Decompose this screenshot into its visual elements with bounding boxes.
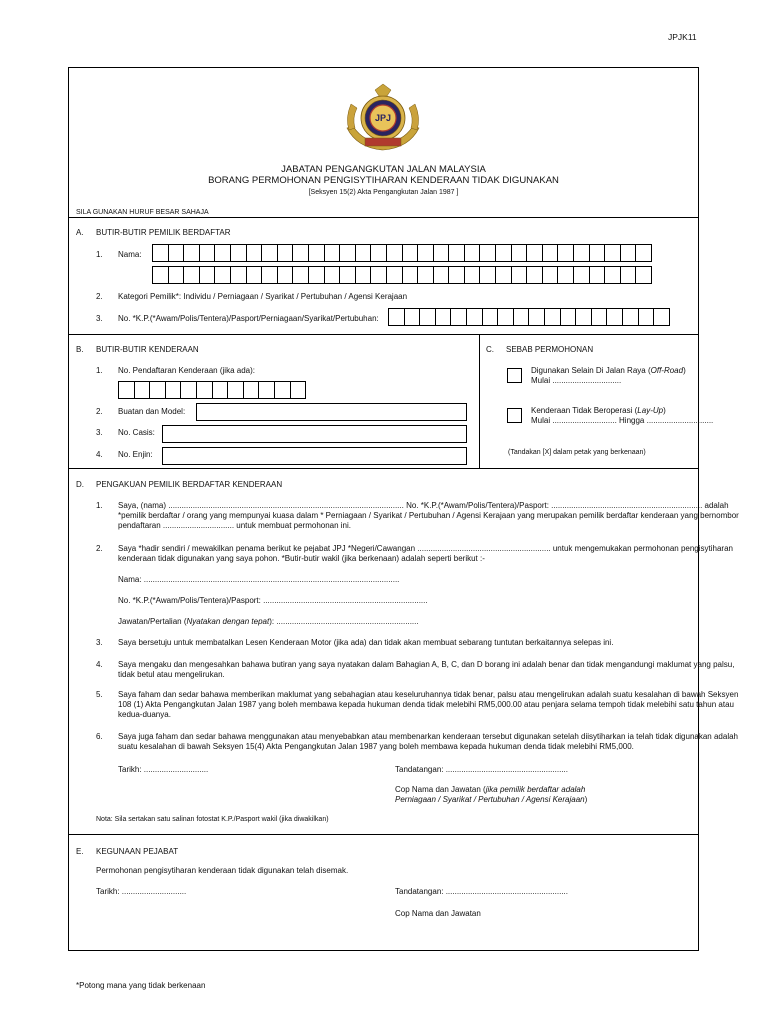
character-box[interactable] [404,308,421,326]
d5-line1: Saya faham dan sedar bahawa memberikan maklumat yang sebahagian atau keseluruhannya tidak benar, palsu atau mengelirukan adalah suatu kesalahan di bawah Seksyen [118,690,739,699]
e-signature: Tandatangan: ....................................................... [395,887,568,896]
divider [68,834,699,835]
character-box[interactable] [324,266,341,284]
d5-line3: kedua-duanya. [118,710,171,719]
jpj-logo [343,82,423,154]
character-box[interactable] [152,244,169,262]
d1-line2: *pemilik berdaftar / orang yang mempunyai kuasa dalam * Perniagaan / Syarikat / Pertubuhan / Agensi Kerajaan yang merupakan pemilik berdaftar kenderaan yang bernombor [118,511,739,520]
d-stamp-line2: Perniagaan / Syarikat / Pertubuhan / Agensi Kerajaan) [395,795,588,804]
character-box[interactable] [308,266,325,284]
character-box[interactable] [479,266,496,284]
representative-name: Nama: ................................................................................................................... [118,575,400,584]
representative-relation: Jawatan/Pertalian (Nyatakan dengan tepat): ................................................................ [118,617,419,626]
section-b-letter: B. [76,345,84,354]
character-box[interactable] [419,308,436,326]
engine-field[interactable] [162,447,467,465]
character-box[interactable] [149,381,166,399]
d-date: Tarikh: ............................. [118,765,209,774]
character-box[interactable] [199,244,216,262]
character-box[interactable] [118,381,135,399]
character-box[interactable] [526,244,543,262]
character-box[interactable] [448,244,465,262]
e-stamp: Cop Nama dan Jawatan [395,909,481,918]
character-box[interactable] [168,244,185,262]
character-box[interactable] [591,308,608,326]
character-box[interactable] [557,244,574,262]
character-box[interactable] [214,266,231,284]
section-b-title: BUTIR-BUTIR KENDERAAN [96,345,199,354]
d3-line1: Saya bersetuju untuk membatalkan Lesen Kenderaan Motor (jika ada) dan tidak akan membuat sebarang tuntutan berkaitannya selepas ini. [118,638,614,647]
instruction-text: SILA GUNAKAN HURUF BESAR SAHAJA [76,209,209,216]
a1-number: 1. [96,250,103,259]
lay-up-label: Kenderaan Tidak Beroperasi (Lay-Up) [531,406,666,415]
d-note: Nota: Sila sertakan satu salinan fotostat K.P./Pasport wakil (jika diwakilkan) [96,816,329,823]
character-box[interactable] [526,266,543,284]
a3-number: 3. [96,314,103,323]
name-boxes-row2[interactable] [152,266,651,284]
character-box[interactable] [635,244,652,262]
lay-up-checkbox[interactable] [507,408,522,423]
d1-line1: Saya, (nama) .......................................................................................................... No. *K.P.(*Awam/Polis/Tentera)/Pasport: .................................................................... adalah [118,501,729,510]
section-a-letter: A. [76,228,84,237]
character-box[interactable] [168,266,185,284]
d5-line2: 108 (1) Akta Pengangkutan Jalan 1987 yang boleh membawa kepada hukuman denda tidak melebihi RM5,000.00 atau penjara selama tempoh tidak melebihi satu tahun atau [118,700,734,709]
character-box[interactable] [622,308,639,326]
form-subtitle: [Seksyen 15(2) Akta Pengangkutan Jalan 1987 ] [308,189,459,196]
character-box[interactable] [495,266,512,284]
d6-number: 6. [96,732,103,741]
d2-number: 2. [96,544,103,553]
off-road-start: Mulai ............................... [531,376,622,385]
b2-label: Buatan dan Model: [118,407,186,416]
character-box[interactable] [230,266,247,284]
b4-number: 4. [96,450,103,459]
character-box[interactable] [511,266,528,284]
d1-line3: pendaftaran ................................ untuk membuat permohonan ini. [118,521,352,530]
representative-id: No. *K.P.(*Awam/Polis/Tentera)/Pasport: .......................................................................... [118,596,428,605]
character-box[interactable] [589,266,606,284]
form-code: JPJK11 [668,32,697,42]
character-box[interactable] [183,266,200,284]
checkbox-note: (Tandakan [X] dalam petak yang berkenaan) [508,449,646,456]
character-box[interactable] [542,244,559,262]
character-box[interactable] [606,308,623,326]
divider [68,334,699,335]
section-a-title: BUTIR-BUTIR PEMILIK BERDAFTAR [96,228,231,237]
d6-line1: Saya juga faham dan sedar bahawa menggunakan atau menyebabkan atau membenarkan kenderaan tersebut digunakan setelah diisytiharkan ia telah tidak digunakan adalah [118,732,738,741]
character-box[interactable] [308,244,325,262]
character-box[interactable] [560,308,577,326]
section-d-title: PENGAKUAN PEMILIK BERDAFTAR KENDERAAN [96,480,283,489]
character-box[interactable] [292,266,309,284]
character-box[interactable] [479,244,496,262]
character-box[interactable] [212,381,229,399]
b4-label: No. Enjin: [118,450,153,459]
d-stamp-line1: Cop Nama dan Jawatan (jika pemilik berdaftar adalah [395,785,586,794]
character-box[interactable] [355,266,372,284]
character-box[interactable] [152,266,169,284]
section-c-letter: C. [486,345,494,354]
d4-line2: tidak betul atau mengelirukan. [118,670,225,679]
character-box[interactable] [495,244,512,262]
form-title: BORANG PERMOHONAN PENGISYTIHARAN KENDERAAN TIDAK DIGUNAKAN [208,175,559,186]
character-box[interactable] [277,244,294,262]
character-box[interactable] [513,308,530,326]
character-box[interactable] [277,266,294,284]
off-road-checkbox[interactable] [507,368,522,383]
character-box[interactable] [402,266,419,284]
id-number-boxes[interactable] [388,308,669,326]
character-box[interactable] [180,381,197,399]
character-box[interactable] [620,266,637,284]
section-c-title: SEBAB PERMOHONAN [506,345,594,354]
character-box[interactable] [575,308,592,326]
character-box[interactable] [165,381,182,399]
character-box[interactable] [355,244,372,262]
character-box[interactable] [261,266,278,284]
registration-boxes[interactable] [118,381,305,399]
character-box[interactable] [290,381,307,399]
d1-number: 1. [96,501,103,510]
character-box[interactable] [339,244,356,262]
divider [479,334,480,468]
off-road-label: Digunakan Selain Di Jalan Raya (Off-Road) [531,366,686,375]
character-box[interactable] [620,244,637,262]
character-box[interactable] [464,244,481,262]
character-box[interactable] [388,308,405,326]
character-box[interactable] [464,266,481,284]
character-box[interactable] [589,244,606,262]
b3-number: 3. [96,428,103,437]
character-box[interactable] [258,381,275,399]
b2-number: 2. [96,407,103,416]
divider [68,468,699,469]
a1-label: Nama: [118,250,142,259]
d-signature: Tandatangan: ....................................................... [395,765,568,774]
character-box[interactable] [402,244,419,262]
character-box[interactable] [246,266,263,284]
b1-number: 1. [96,366,103,375]
d4-line1: Saya mengaku dan mengesahkan bahawa butiran yang saya nyatakan dalam Bahagian A, B, C, dan D borang ini adalah benar dan tidak mengandungi maklumat yang palsu, [118,660,735,669]
d2-line1: Saya *hadir sendiri / mewakilkan penama berikut ke pejabat JPJ *Negeri/Cawangan ............................................................ untuk mengemukakan permohonan pengisytiharan [118,544,733,553]
character-box[interactable] [433,244,450,262]
character-box[interactable] [635,266,652,284]
character-box[interactable] [417,244,434,262]
character-box[interactable] [386,244,403,262]
e-date: Tarikh: ............................. [96,887,187,896]
character-box[interactable] [261,244,278,262]
agency-name: JABATAN PENGANGKUTAN JALAN MALAYSIA [281,164,486,175]
character-box[interactable] [528,308,545,326]
character-box[interactable] [196,381,213,399]
character-box[interactable] [246,244,263,262]
character-box[interactable] [450,308,467,326]
e-line1: Permohonan pengisytiharan kenderaan tidak digunakan telah disemak. [96,866,349,875]
character-box[interactable] [604,244,621,262]
section-d-letter: D. [76,480,84,489]
divider [68,217,699,218]
d6-line2: suatu kesalahan di bawah Seksyen 15(4) Akta Pengangkutan Jalan 1987 yang boleh membawa kepada hukuman denda tidak melebihi RM5,000. [118,742,634,751]
character-box[interactable] [227,381,244,399]
section-e-letter: E. [76,847,84,856]
character-box[interactable] [370,266,387,284]
character-box[interactable] [497,308,514,326]
character-box[interactable] [638,308,655,326]
chassis-field[interactable] [162,425,467,443]
name-boxes-row1[interactable] [152,244,651,262]
b1-label: No. Pendaftaran Kenderaan (jika ada): [118,366,255,375]
a3-label: No. *K.P.(*Awam/Polis/Tentera)/Pasport/Perniagaan/Syarikat/Pertubuhan: [118,314,379,323]
character-box[interactable] [653,308,670,326]
character-box[interactable] [544,308,561,326]
character-box[interactable] [557,266,574,284]
character-box[interactable] [573,266,590,284]
character-box[interactable] [324,244,341,262]
character-box[interactable] [339,266,356,284]
character-box[interactable] [292,244,309,262]
character-box[interactable] [370,244,387,262]
character-box[interactable] [386,266,403,284]
character-box[interactable] [199,266,216,284]
character-box[interactable] [435,308,452,326]
character-box[interactable] [448,266,465,284]
character-box[interactable] [604,266,621,284]
character-box[interactable] [183,244,200,262]
b3-label: No. Casis: [118,428,155,437]
a2-label: Kategori Pemilik*: Individu / Perniagaan / Syarikat / Pertubuhan / Agensi Kerajaan [118,292,408,301]
d3-number: 3. [96,638,103,647]
d4-number: 4. [96,660,103,669]
character-box[interactable] [573,244,590,262]
lay-up-period: Mulai ............................. Hingga .............................. [531,416,714,425]
logo-text: JPJ [374,113,391,123]
d5-number: 5. [96,690,103,699]
a2-number: 2. [96,292,103,301]
character-box[interactable] [511,244,528,262]
character-box[interactable] [230,244,247,262]
footnote: *Potong mana yang tidak berkenaan [76,981,206,990]
character-box[interactable] [243,381,260,399]
character-box[interactable] [433,266,450,284]
character-box[interactable] [274,381,291,399]
character-box[interactable] [542,266,559,284]
character-box[interactable] [417,266,434,284]
character-box[interactable] [482,308,499,326]
character-box[interactable] [214,244,231,262]
make-model-field[interactable] [196,403,467,421]
character-box[interactable] [134,381,151,399]
d2-line2: kenderaan tidak digunakan yang saya pohon. *Butir-butir wakil (jika berkenaan) adalah seperti berikut :- [118,554,485,563]
section-e-title: KEGUNAAN PEJABAT [96,847,179,856]
character-box[interactable] [466,308,483,326]
